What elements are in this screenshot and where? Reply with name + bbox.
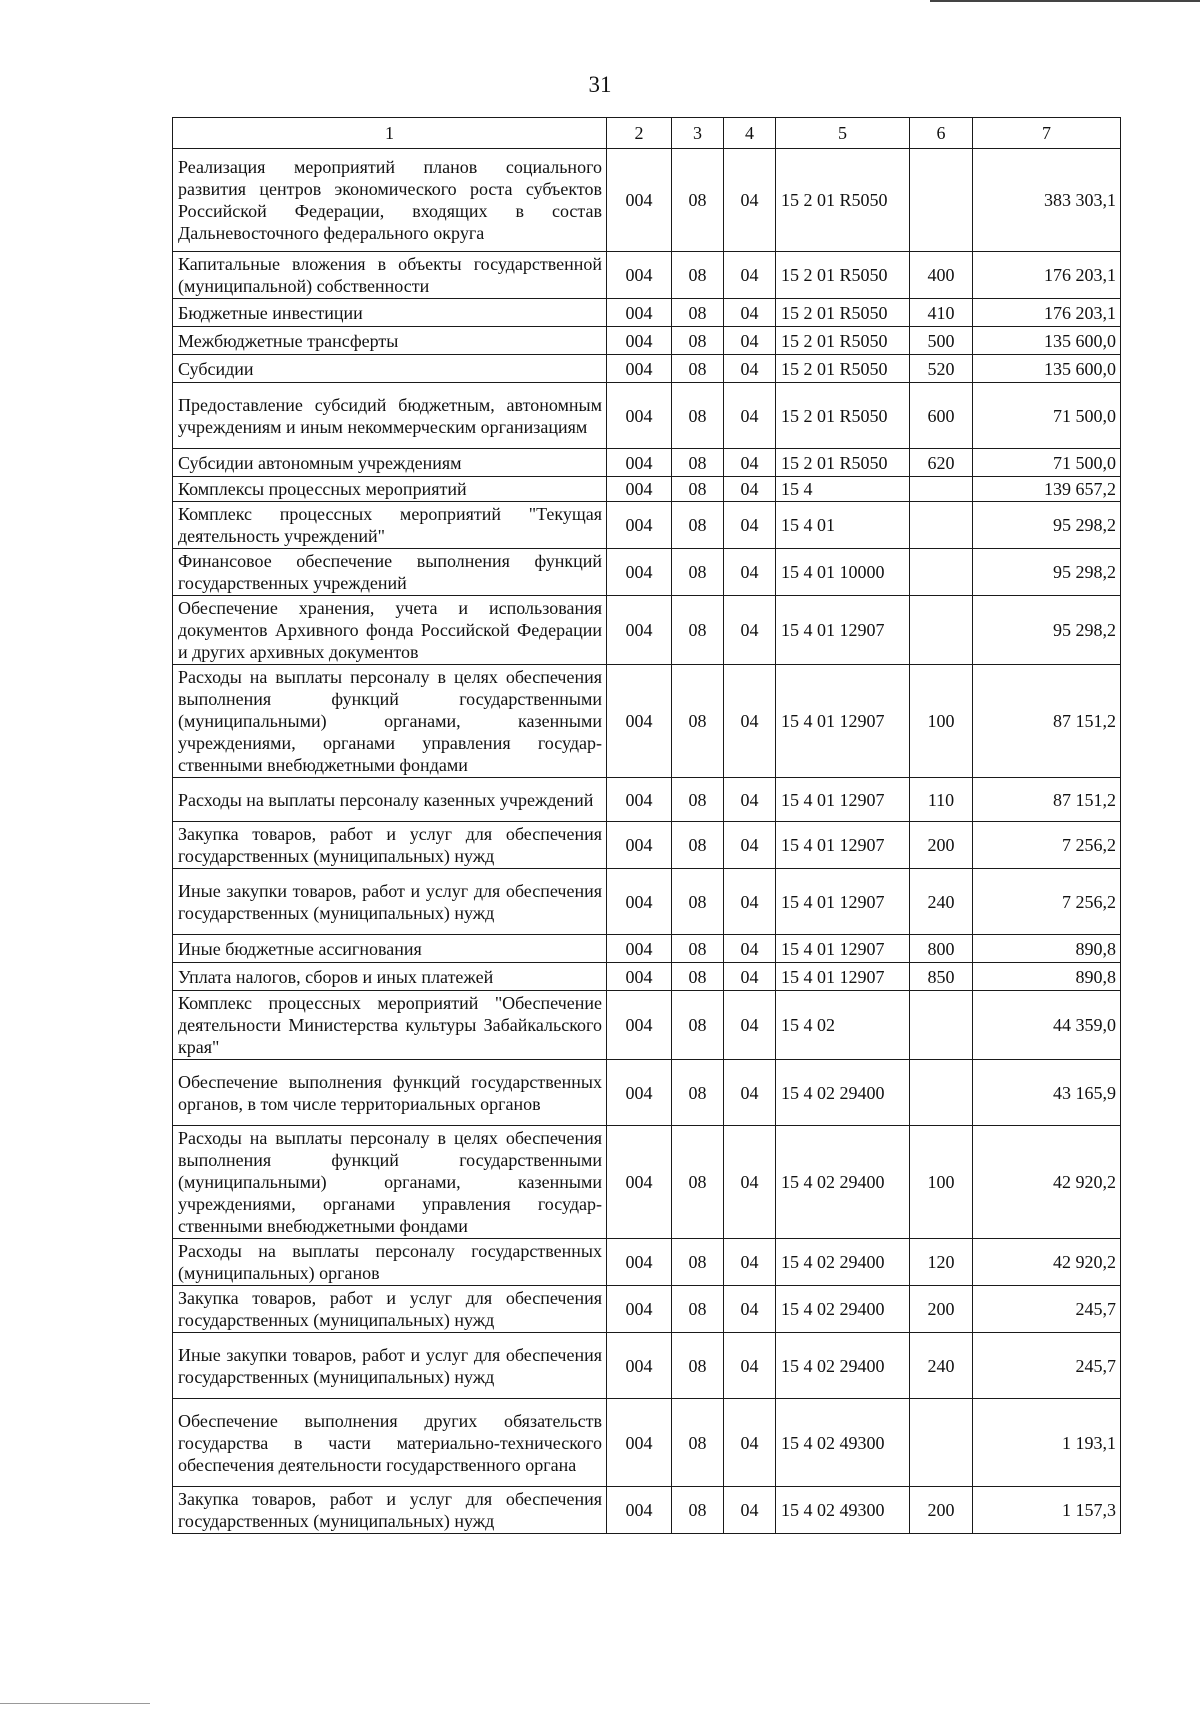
table-row (173, 935, 1121, 963)
cell-col4: 04 (724, 991, 776, 1060)
cell-col6 (910, 477, 973, 502)
cell-col7: 1 157,3 (973, 1487, 1121, 1534)
cell-col5: 15 2 01 R5050 (776, 252, 910, 299)
col-header-7: 7 (973, 118, 1121, 149)
cell-col3: 08 (672, 596, 724, 665)
cell-name: Обеспечение выполнения функций государственных органов, в том числе территориальных органов (173, 1060, 607, 1126)
cell-name: Расходы на выплаты персоналу в целях обеспечения выполнения функций государственными (муниципальными) органами, казенными учреждениями, органами управления государственными внебюджетными фондами (173, 665, 607, 778)
cell-col6 (910, 1060, 973, 1126)
cell-col2: 004 (607, 869, 672, 935)
cell-col6: 520 (910, 355, 973, 383)
table-row (173, 665, 1121, 778)
cell-col2: 004 (607, 963, 672, 991)
cell-col7: 890,8 (973, 963, 1121, 991)
cell-name: Комплекс процессных мероприятий "Обеспечение деятельности Министерства культуры Забайкальского края" (173, 991, 607, 1060)
cell-name: Капитальные вложения в объекты государственной (муниципальной) собственности (173, 252, 607, 299)
cell-col6: 800 (910, 935, 973, 963)
cell-col7: 135 600,0 (973, 327, 1121, 355)
cell-col6: 500 (910, 327, 973, 355)
cell-col5: 15 4 02 29400 (776, 1060, 910, 1126)
cell-col3: 08 (672, 665, 724, 778)
table-body (173, 149, 1121, 1534)
cell-col2: 004 (607, 477, 672, 502)
cell-col2: 004 (607, 991, 672, 1060)
cell-col2: 004 (607, 383, 672, 449)
cell-col4: 04 (724, 596, 776, 665)
table-row (173, 822, 1121, 869)
table-row (173, 963, 1121, 991)
cell-col6 (910, 991, 973, 1060)
cell-col5: 15 4 01 12907 (776, 596, 910, 665)
cell-col3: 08 (672, 355, 724, 383)
cell-col7: 7 256,2 (973, 822, 1121, 869)
cell-col3: 08 (672, 149, 724, 252)
cell-col5: 15 4 02 29400 (776, 1126, 910, 1239)
cell-name: Субсидии (173, 355, 607, 383)
cell-col5: 15 4 01 12907 (776, 822, 910, 869)
table-row (173, 1060, 1121, 1126)
cell-col6: 240 (910, 869, 973, 935)
cell-col5: 15 4 (776, 477, 910, 502)
cell-col7: 87 151,2 (973, 778, 1121, 822)
cell-col7: 42 920,2 (973, 1239, 1121, 1286)
cell-col5: 15 4 01 12907 (776, 665, 910, 778)
table-row (173, 1399, 1121, 1487)
cell-col6: 410 (910, 299, 973, 327)
cell-col3: 08 (672, 991, 724, 1060)
col-header-3: 3 (672, 118, 724, 149)
cell-col2: 004 (607, 1333, 672, 1399)
cell-col2: 004 (607, 252, 672, 299)
cell-col2: 004 (607, 1239, 672, 1286)
cell-col5: 15 4 01 12907 (776, 778, 910, 822)
table-row (173, 299, 1121, 327)
cell-name: Предоставление субсидий бюджетным, автономным учреждениям и иным некоммерческим организациям (173, 383, 607, 449)
table-row (173, 869, 1121, 935)
table-row (173, 1333, 1121, 1399)
cell-col5: 15 4 02 (776, 991, 910, 1060)
cell-name: Реализация мероприятий планов социального развития центров экономического роста субъектов Российской Федерации, входящих в состав Дальневосточного федерального округа (173, 149, 607, 252)
cell-col6: 100 (910, 1126, 973, 1239)
cell-name: Расходы на выплаты персоналу государственных (муниципальных) органов (173, 1239, 607, 1286)
cell-name: Бюджетные инвестиции (173, 299, 607, 327)
cell-col3: 08 (672, 449, 724, 477)
col-header-1: 1 (173, 118, 607, 149)
cell-col2: 004 (607, 327, 672, 355)
cell-col7: 139 657,2 (973, 477, 1121, 502)
cell-col4: 04 (724, 1060, 776, 1126)
scan-edge-line (930, 0, 1200, 2)
cell-col2: 004 (607, 355, 672, 383)
cell-col6: 400 (910, 252, 973, 299)
cell-col5: 15 4 01 10000 (776, 549, 910, 596)
cell-col7: 71 500,0 (973, 449, 1121, 477)
cell-col2: 004 (607, 935, 672, 963)
cell-col2: 004 (607, 149, 672, 252)
cell-col6: 600 (910, 383, 973, 449)
cell-col5: 15 2 01 R5050 (776, 449, 910, 477)
table-row (173, 355, 1121, 383)
cell-name: Межбюджетные трансферты (173, 327, 607, 355)
cell-col5: 15 2 01 R5050 (776, 383, 910, 449)
cell-col5: 15 2 01 R5050 (776, 327, 910, 355)
cell-col2: 004 (607, 1487, 672, 1534)
cell-col2: 004 (607, 665, 672, 778)
table-row (173, 778, 1121, 822)
cell-col4: 04 (724, 935, 776, 963)
cell-name: Расходы на выплаты персоналу казенных учреждений (173, 778, 607, 822)
page-number: 31 (588, 72, 612, 97)
cell-col3: 08 (672, 935, 724, 963)
cell-col2: 004 (607, 596, 672, 665)
cell-col3: 08 (672, 383, 724, 449)
cell-col2: 004 (607, 1060, 672, 1126)
cell-name: Комплекс процессных мероприятий "Текущая деятельность учреждений" (173, 502, 607, 549)
cell-col7: 44 359,0 (973, 991, 1121, 1060)
cell-col2: 004 (607, 449, 672, 477)
cell-col3: 08 (672, 1399, 724, 1487)
cell-col4: 04 (724, 1126, 776, 1239)
table-row (173, 477, 1121, 502)
cell-col4: 04 (724, 355, 776, 383)
cell-col4: 04 (724, 665, 776, 778)
cell-col6: 120 (910, 1239, 973, 1286)
cell-col6 (910, 596, 973, 665)
cell-col5: 15 2 01 R5050 (776, 149, 910, 252)
cell-col5: 15 2 01 R5050 (776, 299, 910, 327)
cell-col4: 04 (724, 822, 776, 869)
cell-col3: 08 (672, 1487, 724, 1534)
cell-col2: 004 (607, 778, 672, 822)
table-row (173, 1126, 1121, 1239)
cell-col6 (910, 549, 973, 596)
cell-name: Комплексы процессных мероприятий (173, 477, 607, 502)
cell-col2: 004 (607, 1126, 672, 1239)
cell-col3: 08 (672, 252, 724, 299)
cell-name: Обеспечение выполнения других обязательств государства в части материально-технического обеспечения деятельности государственного органа (173, 1399, 607, 1487)
col-header-6: 6 (910, 118, 973, 149)
cell-col4: 04 (724, 383, 776, 449)
table-row (173, 549, 1121, 596)
cell-col4: 04 (724, 1239, 776, 1286)
cell-col4: 04 (724, 299, 776, 327)
col-header-4: 4 (724, 118, 776, 149)
cell-col7: 383 303,1 (973, 149, 1121, 252)
cell-col3: 08 (672, 1060, 724, 1126)
cell-col7: 95 298,2 (973, 549, 1121, 596)
cell-col6 (910, 149, 973, 252)
cell-col7: 43 165,9 (973, 1060, 1121, 1126)
cell-col3: 08 (672, 477, 724, 502)
cell-col6: 200 (910, 1487, 973, 1534)
col-header-5: 5 (776, 118, 910, 149)
cell-col7: 135 600,0 (973, 355, 1121, 383)
table-row (173, 991, 1121, 1060)
cell-col2: 004 (607, 1286, 672, 1333)
table-row (173, 502, 1121, 549)
cell-col3: 08 (672, 1126, 724, 1239)
cell-col3: 08 (672, 1286, 724, 1333)
col-header-2: 2 (607, 118, 672, 149)
cell-col3: 08 (672, 1239, 724, 1286)
cell-col6: 240 (910, 1333, 973, 1399)
cell-col2: 004 (607, 549, 672, 596)
cell-name: Расходы на выплаты персоналу в целях обеспечения выполнения функций государственными (муниципальными) органами, казенными учреждениями, органами управления государственными внебюджетными фондами (173, 1126, 607, 1239)
cell-col4: 04 (724, 869, 776, 935)
cell-col3: 08 (672, 1333, 724, 1399)
cell-col4: 04 (724, 1487, 776, 1534)
table-row (173, 252, 1121, 299)
cell-col4: 04 (724, 778, 776, 822)
cell-col6 (910, 502, 973, 549)
cell-col2: 004 (607, 299, 672, 327)
cell-col3: 08 (672, 299, 724, 327)
table-row (173, 1239, 1121, 1286)
cell-col6: 850 (910, 963, 973, 991)
cell-col7: 245,7 (973, 1333, 1121, 1399)
cell-col3: 08 (672, 327, 724, 355)
cell-col7: 87 151,2 (973, 665, 1121, 778)
cell-col4: 04 (724, 502, 776, 549)
header-row (173, 118, 1121, 149)
table-row (173, 327, 1121, 355)
cell-col5: 15 4 02 49300 (776, 1399, 910, 1487)
cell-name: Закупка товаров, работ и услуг для обеспечения государственных (муниципальных) нужд (173, 1487, 607, 1534)
cell-col5: 15 4 02 29400 (776, 1333, 910, 1399)
cell-col5: 15 4 01 12907 (776, 963, 910, 991)
cell-name: Иные бюджетные ассигнования (173, 935, 607, 963)
cell-col4: 04 (724, 1399, 776, 1487)
cell-col7: 176 203,1 (973, 252, 1121, 299)
cell-col6: 200 (910, 822, 973, 869)
cell-col5: 15 4 02 29400 (776, 1239, 910, 1286)
cell-name: Закупка товаров, работ и услуг для обеспечения государственных (муниципальных) нужд (173, 1286, 607, 1333)
cell-col7: 245,7 (973, 1286, 1121, 1333)
cell-col6: 200 (910, 1286, 973, 1333)
cell-col2: 004 (607, 822, 672, 869)
cell-col4: 04 (724, 1333, 776, 1399)
cell-col6: 100 (910, 665, 973, 778)
cell-col5: 15 2 01 R5050 (776, 355, 910, 383)
cell-name: Иные закупки товаров, работ и услуг для обеспечения государственных (муниципальных) нужд (173, 1333, 607, 1399)
cell-col7: 71 500,0 (973, 383, 1121, 449)
cell-col4: 04 (724, 149, 776, 252)
cell-col5: 15 4 02 29400 (776, 1286, 910, 1333)
cell-col4: 04 (724, 477, 776, 502)
table-row (173, 449, 1121, 477)
cell-col5: 15 4 01 12907 (776, 869, 910, 935)
cell-col7: 95 298,2 (973, 502, 1121, 549)
cell-name: Финансовое обеспечение выполнения функций государственных учреждений (173, 549, 607, 596)
table-row (173, 383, 1121, 449)
cell-col4: 04 (724, 327, 776, 355)
table-row (173, 149, 1121, 252)
cell-col3: 08 (672, 869, 724, 935)
cell-col5: 15 4 02 49300 (776, 1487, 910, 1534)
cell-col3: 08 (672, 778, 724, 822)
cell-col4: 04 (724, 1286, 776, 1333)
budget-table (172, 117, 1121, 1534)
cell-col4: 04 (724, 549, 776, 596)
table-row (173, 1487, 1121, 1534)
scan-bottom-line (0, 1703, 150, 1704)
cell-col6 (910, 1399, 973, 1487)
cell-col2: 004 (607, 502, 672, 549)
cell-name: Обеспечение хранения, учета и использования документов Архивного фонда Российской Федерации и других архивных документов (173, 596, 607, 665)
cell-col4: 04 (724, 963, 776, 991)
cell-col6: 110 (910, 778, 973, 822)
cell-col7: 42 920,2 (973, 1126, 1121, 1239)
cell-col4: 04 (724, 449, 776, 477)
cell-col2: 004 (607, 1399, 672, 1487)
cell-name: Субсидии автономным учреждениям (173, 449, 607, 477)
cell-name: Закупка товаров, работ и услуг для обеспечения государственных (муниципальных) нужд (173, 822, 607, 869)
cell-col7: 95 298,2 (973, 596, 1121, 665)
cell-col7: 1 193,1 (973, 1399, 1121, 1487)
cell-name: Иные закупки товаров, работ и услуг для обеспечения государственных (муниципальных) нужд (173, 869, 607, 935)
cell-col3: 08 (672, 549, 724, 596)
cell-col3: 08 (672, 502, 724, 549)
cell-col5: 15 4 01 12907 (776, 935, 910, 963)
cell-col3: 08 (672, 963, 724, 991)
cell-col4: 04 (724, 252, 776, 299)
cell-col5: 15 4 01 (776, 502, 910, 549)
cell-col7: 890,8 (973, 935, 1121, 963)
cell-name: Уплата налогов, сборов и иных платежей (173, 963, 607, 991)
table-row (173, 596, 1121, 665)
table-row (173, 1286, 1121, 1333)
cell-col7: 176 203,1 (973, 299, 1121, 327)
cell-col3: 08 (672, 822, 724, 869)
cell-col7: 7 256,2 (973, 869, 1121, 935)
cell-col6: 620 (910, 449, 973, 477)
